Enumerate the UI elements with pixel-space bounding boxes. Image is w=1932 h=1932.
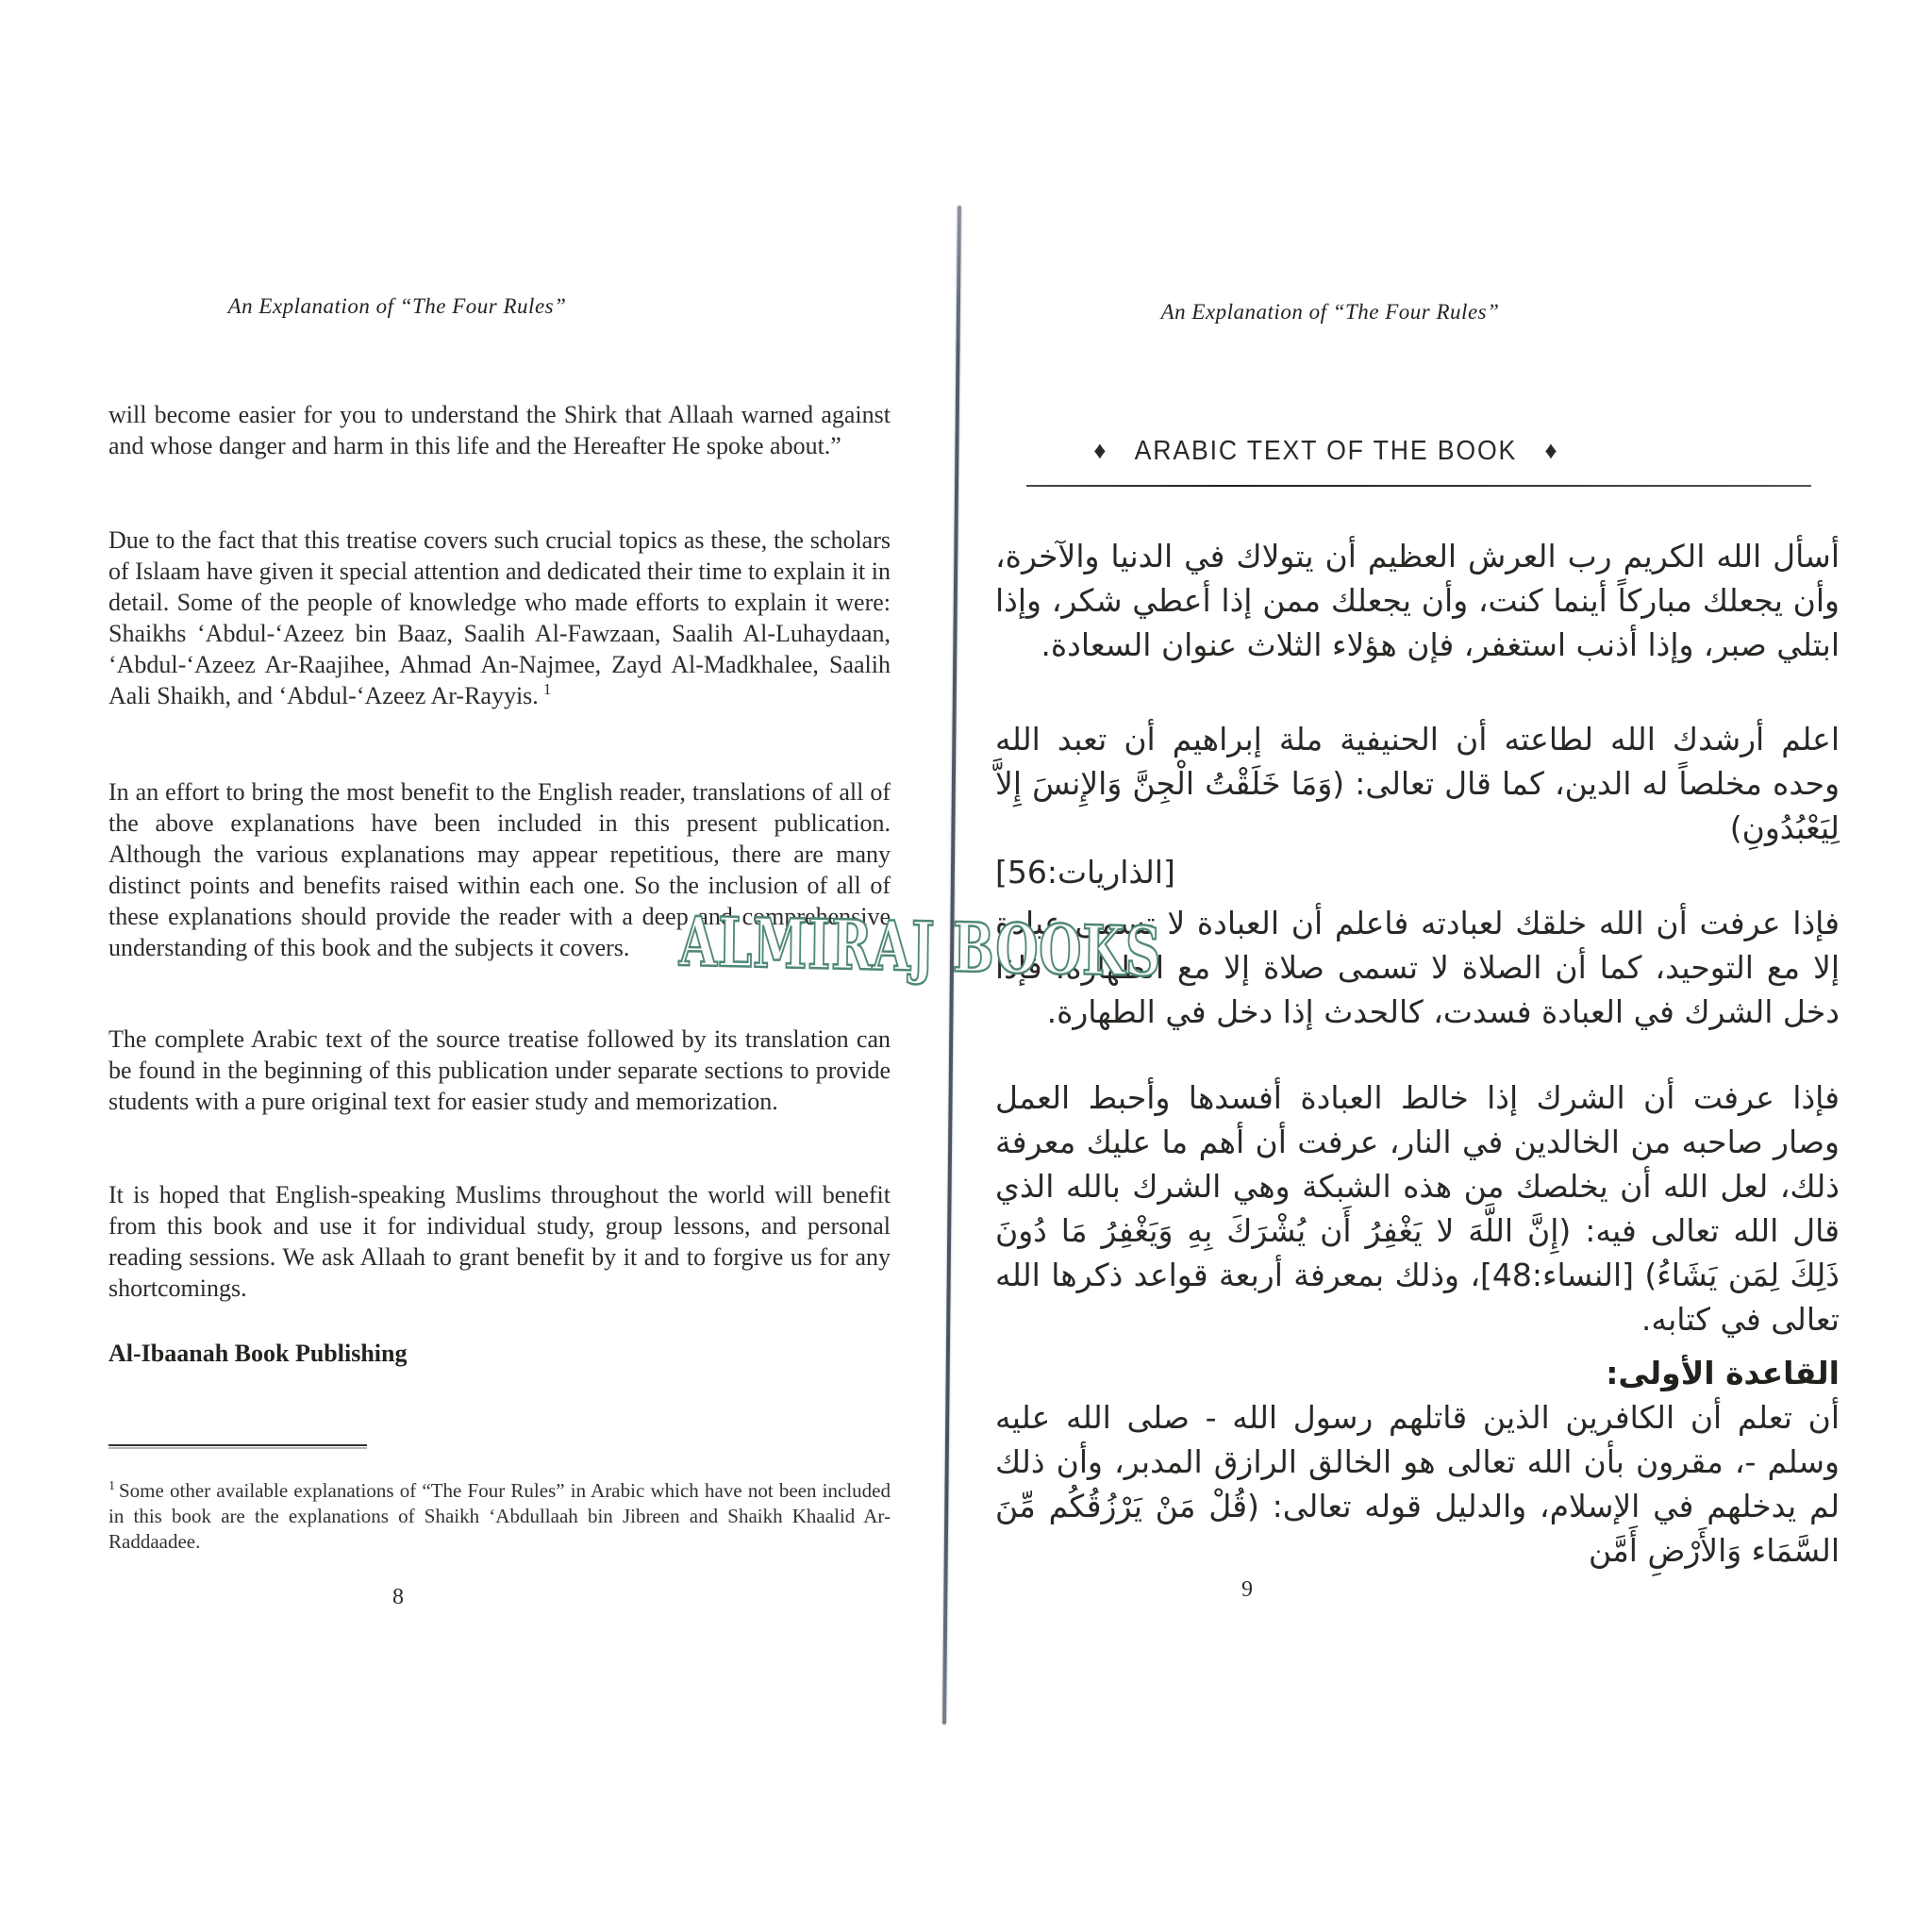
left-paragraph-2: [108, 525, 891, 711]
diamond-icon: ♦: [1544, 436, 1557, 464]
left-page-running-header: An Explanation of “The Four Rules”: [227, 294, 567, 318]
arabic-paragraph-2-citation: [الذاريات:56]: [995, 854, 1175, 891]
right-page-number: 9: [1241, 1577, 1253, 1602]
diamond-icon: ♦: [1093, 436, 1107, 464]
left-paragraph-5: It is hoped that English-speaking Muslims throughout the world will benefit from this book and use it for individual study, group lessons, and personal reading sessions. We ask Allaah to grant benefit by it and to forgive us for any shortcomings.: [108, 1181, 891, 1302]
arabic-paragraph-1: أسأل الله الكريم رب العرش العظيم أن يتولاك في الدنيا والآخرة، وأن يجعلك مباركاً أينما كنت، وأن يجعلك ممن إذا أعطي شكر، وإذا ابتلي صبر، وإذا أذنب استغفر، فإن هؤلاء الثلاث عنوان السعادة.: [995, 538, 1840, 663]
footnote-marker: 1: [108, 1479, 115, 1493]
section-title-text: ARABIC TEXT OF THE BOOK: [1134, 436, 1517, 466]
first-rule-section: [995, 1351, 1840, 1573]
footnote-separator-rule: [108, 1444, 367, 1446]
footnote: [108, 1478, 891, 1555]
arabic-paragraph-2-text: اعلم أرشدك الله لطاعته أن الحنيفية ملة إبراهيم أن تعبد الله وحده مخلصاً له الدين، كما قال تعالى: (وَمَا خَلَقْتُ الْجِنَّ وَالإِنسَ إِلاَّ لِيَعْبُدُونِ): [995, 721, 1840, 846]
left-paragraph-2-text: Due to the fact that this treatise covers such crucial topics as these, the scholars of Islaam have given it special attention and dedicated their time to explain it in detail. Some of the people of knowledge who made efforts to explain it were: Shaikhs ‘Abdul-‘Azeez bin Baaz, Saalih Al-Fawzaan, Saalih Al-Luhaydaan, ‘Abdul-‘Azeez Ar-Raajihee, Ahmad An-Najmee, Zayd Al-Madkhalee, Saalih Aali Shaikh, and ‘Abdul-‘Azeez Ar-Rayyis.: [108, 526, 891, 709]
almiraj-books-watermark: ALMIRAJ BOOKS: [678, 901, 1162, 992]
left-paragraph-4: The complete Arabic text of the source treatise followed by its translation can be found in the beginning of this publication under separate sections to provide students with a pure original text for easier study and memorization.: [108, 1025, 891, 1115]
arabic-paragraph-2: [995, 717, 1840, 894]
first-rule-heading: القاعدة الأولى:: [1606, 1355, 1840, 1391]
left-page-number: 8: [392, 1585, 404, 1609]
section-title: [995, 436, 1656, 467]
left-paragraph-1: will become easier for you to understand the Shirk that Allaah warned against and whose danger and harm in this life and the Hereafter He spoke about.”: [108, 401, 891, 459]
left-paragraph-3: In an effort to bring the most benefit to the English reader, translations of all of the above explanations have been included in this present publication. Although the various explanations may appear repetitious, there are many distinct points and benefits raised within each one. So the inclusion of all of these explanations should provide the reader with a deep and comprehensive understanding of this book and the subjects it covers.: [108, 778, 891, 961]
right-page-running-header: An Explanation of “The Four Rules”: [1160, 300, 1500, 324]
first-rule-text: أن تعلم أن الكافرين الذين قاتلهم رسول الله - صلى الله عليه وسلم -، مقرون بأن الله تعالى هو الخالق الرازق المدبر، وأن ذلك لم يدخلهم في الإسلام، والدليل قوله تعالى: (قُلْ مَنْ يَرْزُقُكُم مِّنَ السَّمَاء وَالأَرْضِ أَمَّن: [995, 1399, 1840, 1569]
publisher-name: Al-Ibaanah Book Publishing: [108, 1340, 408, 1367]
footnote-text: Some other available explanations of “The Four Rules” in Arabic which have not been included in this book are the explanations of Shaikh ‘Abdullaah bin Jibreen and Shaikh Khaalid Ar-Raddaadee.: [108, 1479, 891, 1553]
footnote-reference-marker: 1: [542, 680, 552, 699]
section-title-rule: [1026, 485, 1811, 487]
arabic-paragraph-4: فإذا عرفت أن الشرك إذا خالط العبادة أفسدها وأحبط العمل وصار صاحبه من الخالدين في النار، عرفت أن أهم ما عليك معرفة ذلك، لعل الله أن يخلصك من هذه الشبكة وهي الشرك بالله الذي قال الله تعالى فيه: (إِنَّ اللَّهَ لا يَغْفِرُ أَن يُشْرَكَ بِهِ وَيَغْفِرُ مَا دُونَ ذَلِكَ لِمَن يَشَاءُ) [النساء:48]، وذلك بمعرفة أربعة قواعد ذكرها الله تعالى في كتابه.: [995, 1079, 1840, 1338]
arabic-paragraph-3: فإذا عرفت أن الله خلقك لعبادته فاعلم أن العبادة لا تسمى عبادة إلا مع التوحيد، كما أن الصلاة لا تسمى صلاة إلا مع الطهارة، فإذا دخل الشرك في العبادة فسدت، كالحدث إذا دخل في الطهارة.: [995, 905, 1840, 1030]
